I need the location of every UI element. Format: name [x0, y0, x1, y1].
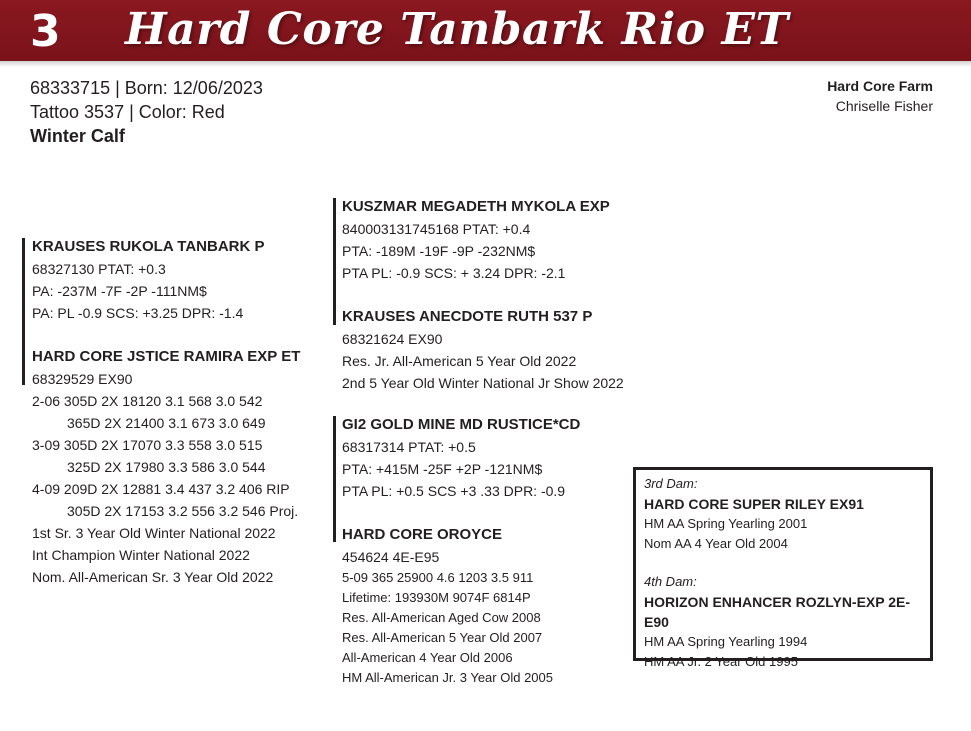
- dam-record: 365D 2X 21400 3.1 673 3.0 649: [67, 415, 266, 431]
- maternal-granddam-honor: HM All-American Jr. 3 Year Old 2005: [342, 670, 553, 685]
- animal-info: [30, 76, 263, 148]
- maternal-granddam-honor: Res. All-American Aged Cow 2008: [342, 610, 541, 625]
- maternal-granddam-name: HARD CORE OROYCE: [342, 526, 503, 543]
- sire-pa-pl: PA: PL -0.9 SCS: +3.25 DPR: -1.4: [32, 305, 244, 321]
- dam-name: HARD CORE JSTICE RAMIRA EXP ET: [32, 348, 301, 365]
- banner-shadow: [0, 61, 971, 67]
- fourth-dam-label: 4th Dam:: [644, 574, 697, 589]
- dam-record: 4-09 209D 2X 12881 3.4 437 3.2 406 RIP: [32, 481, 290, 497]
- consignor: [827, 76, 933, 116]
- pedigree-bracket-paternal: [333, 198, 336, 325]
- third-dam-honor: Nom AA 4 Year Old 2004: [644, 536, 788, 551]
- paternal-grandsire-pta-pl: PTA PL: -0.9 SCS: + 3.24 DPR: -2.1: [342, 265, 566, 281]
- maternal-granddam-honor: All-American 4 Year Old 2006: [342, 650, 513, 665]
- sire-name: KRAUSES RUKOLA TANBARK P: [32, 238, 265, 255]
- maternal-grandsire-block: [342, 414, 580, 502]
- dam-honor: Int Champion Winter National 2022: [32, 547, 250, 563]
- third-dam-name: HARD CORE SUPER RILEY EX91: [644, 496, 864, 512]
- pedigree-bracket-maternal: [333, 416, 336, 542]
- paternal-granddam-name: KRAUSES ANECDOTE RUTH 537 P: [342, 308, 593, 325]
- third-dam-honor: HM AA Spring Yearling 2001: [644, 516, 808, 531]
- paternal-grandsire-name: KUSZMAR MEGADETH MYKOLA EXP: [342, 198, 610, 215]
- fourth-dam-honor: HM AA Jr. 2 Year Old 1995: [644, 654, 798, 669]
- fourth-dam-honor: HM AA Spring Yearling 1994: [644, 634, 808, 649]
- dam-record: 325D 2X 17980 3.3 586 3.0 544: [67, 459, 266, 475]
- paternal-grandsire-registration: 840003131745168 PTAT: +0.4: [342, 221, 531, 237]
- sire-pa: PA: -237M -7F -2P -111NM$: [32, 283, 207, 299]
- animal-name: Hard Core Tanbark Rio ET: [125, 4, 789, 55]
- dam-registration: 68329529 EX90: [32, 371, 133, 387]
- dam-record: 3-09 305D 2X 17070 3.3 558 3.0 515: [32, 437, 263, 453]
- sire-block: [32, 236, 265, 324]
- owner-name: Chriselle Fisher: [835, 98, 933, 114]
- paternal-grandsire-block: [342, 196, 610, 284]
- dam-honor: Nom. All-American Sr. 3 Year Old 2022: [32, 569, 274, 585]
- third-dam-label: 3rd Dam:: [644, 476, 698, 491]
- maternal-grandsire-registration: 68317314 PTAT: +0.5: [342, 439, 476, 455]
- tattoo-line: Tattoo 3537 | Color: Red: [30, 102, 225, 122]
- maternal-grandsire-pta: PTA: +415M -25F +2P -121NM$: [342, 461, 543, 477]
- paternal-granddam-registration: 68321624 EX90: [342, 331, 443, 347]
- paternal-granddam-honor: 2nd 5 Year Old Winter National Jr Show 2022: [342, 375, 624, 391]
- maternal-grandsire-name: GI2 GOLD MINE MD RUSTICE*CD: [342, 416, 581, 433]
- animal-class: Winter Calf: [30, 126, 125, 146]
- extended-dams-box: [633, 467, 933, 669]
- maternal-granddam-honor: Res. All-American 5 Year Old 2007: [342, 630, 543, 645]
- lot-number: 3: [30, 6, 61, 57]
- maternal-granddam-block: [342, 524, 553, 688]
- maternal-granddam-registration: 454624 4E-E95: [342, 549, 440, 565]
- maternal-grandsire-pta-pl: PTA PL: +0.5 SCS +3 .33 DPR: -0.9: [342, 483, 566, 499]
- paternal-granddam-block: [342, 306, 624, 394]
- farm-name: Hard Core Farm: [827, 78, 933, 94]
- registration-line: 68333715 | Born: 12/06/2023: [30, 78, 263, 98]
- fourth-dam-name: HORIZON ENHANCER ROZLYN-EXP 2E-E90: [644, 594, 911, 630]
- dam-record: 2-06 305D 2X 18120 3.1 568 3.0 542: [32, 393, 263, 409]
- paternal-grandsire-pta: PTA: -189M -19F -9P -232NM$: [342, 243, 536, 259]
- dam-block: [32, 346, 300, 588]
- sire-registration: 68327130 PTAT: +0.3: [32, 261, 166, 277]
- dam-honor: 1st Sr. 3 Year Old Winter National 2022: [32, 525, 276, 541]
- maternal-granddam-record: 5-09 365 25900 4.6 1203 3.5 911: [342, 570, 534, 585]
- spacer: [644, 554, 922, 572]
- maternal-granddam-record: Lifetime: 193930M 9074F 6814P: [342, 590, 531, 605]
- pedigree-bracket-left: [22, 238, 25, 385]
- dam-record: 305D 2X 17153 3.2 556 3.2 546 Proj.: [67, 503, 299, 519]
- paternal-granddam-honor: Res. Jr. All-American 5 Year Old 2022: [342, 353, 577, 369]
